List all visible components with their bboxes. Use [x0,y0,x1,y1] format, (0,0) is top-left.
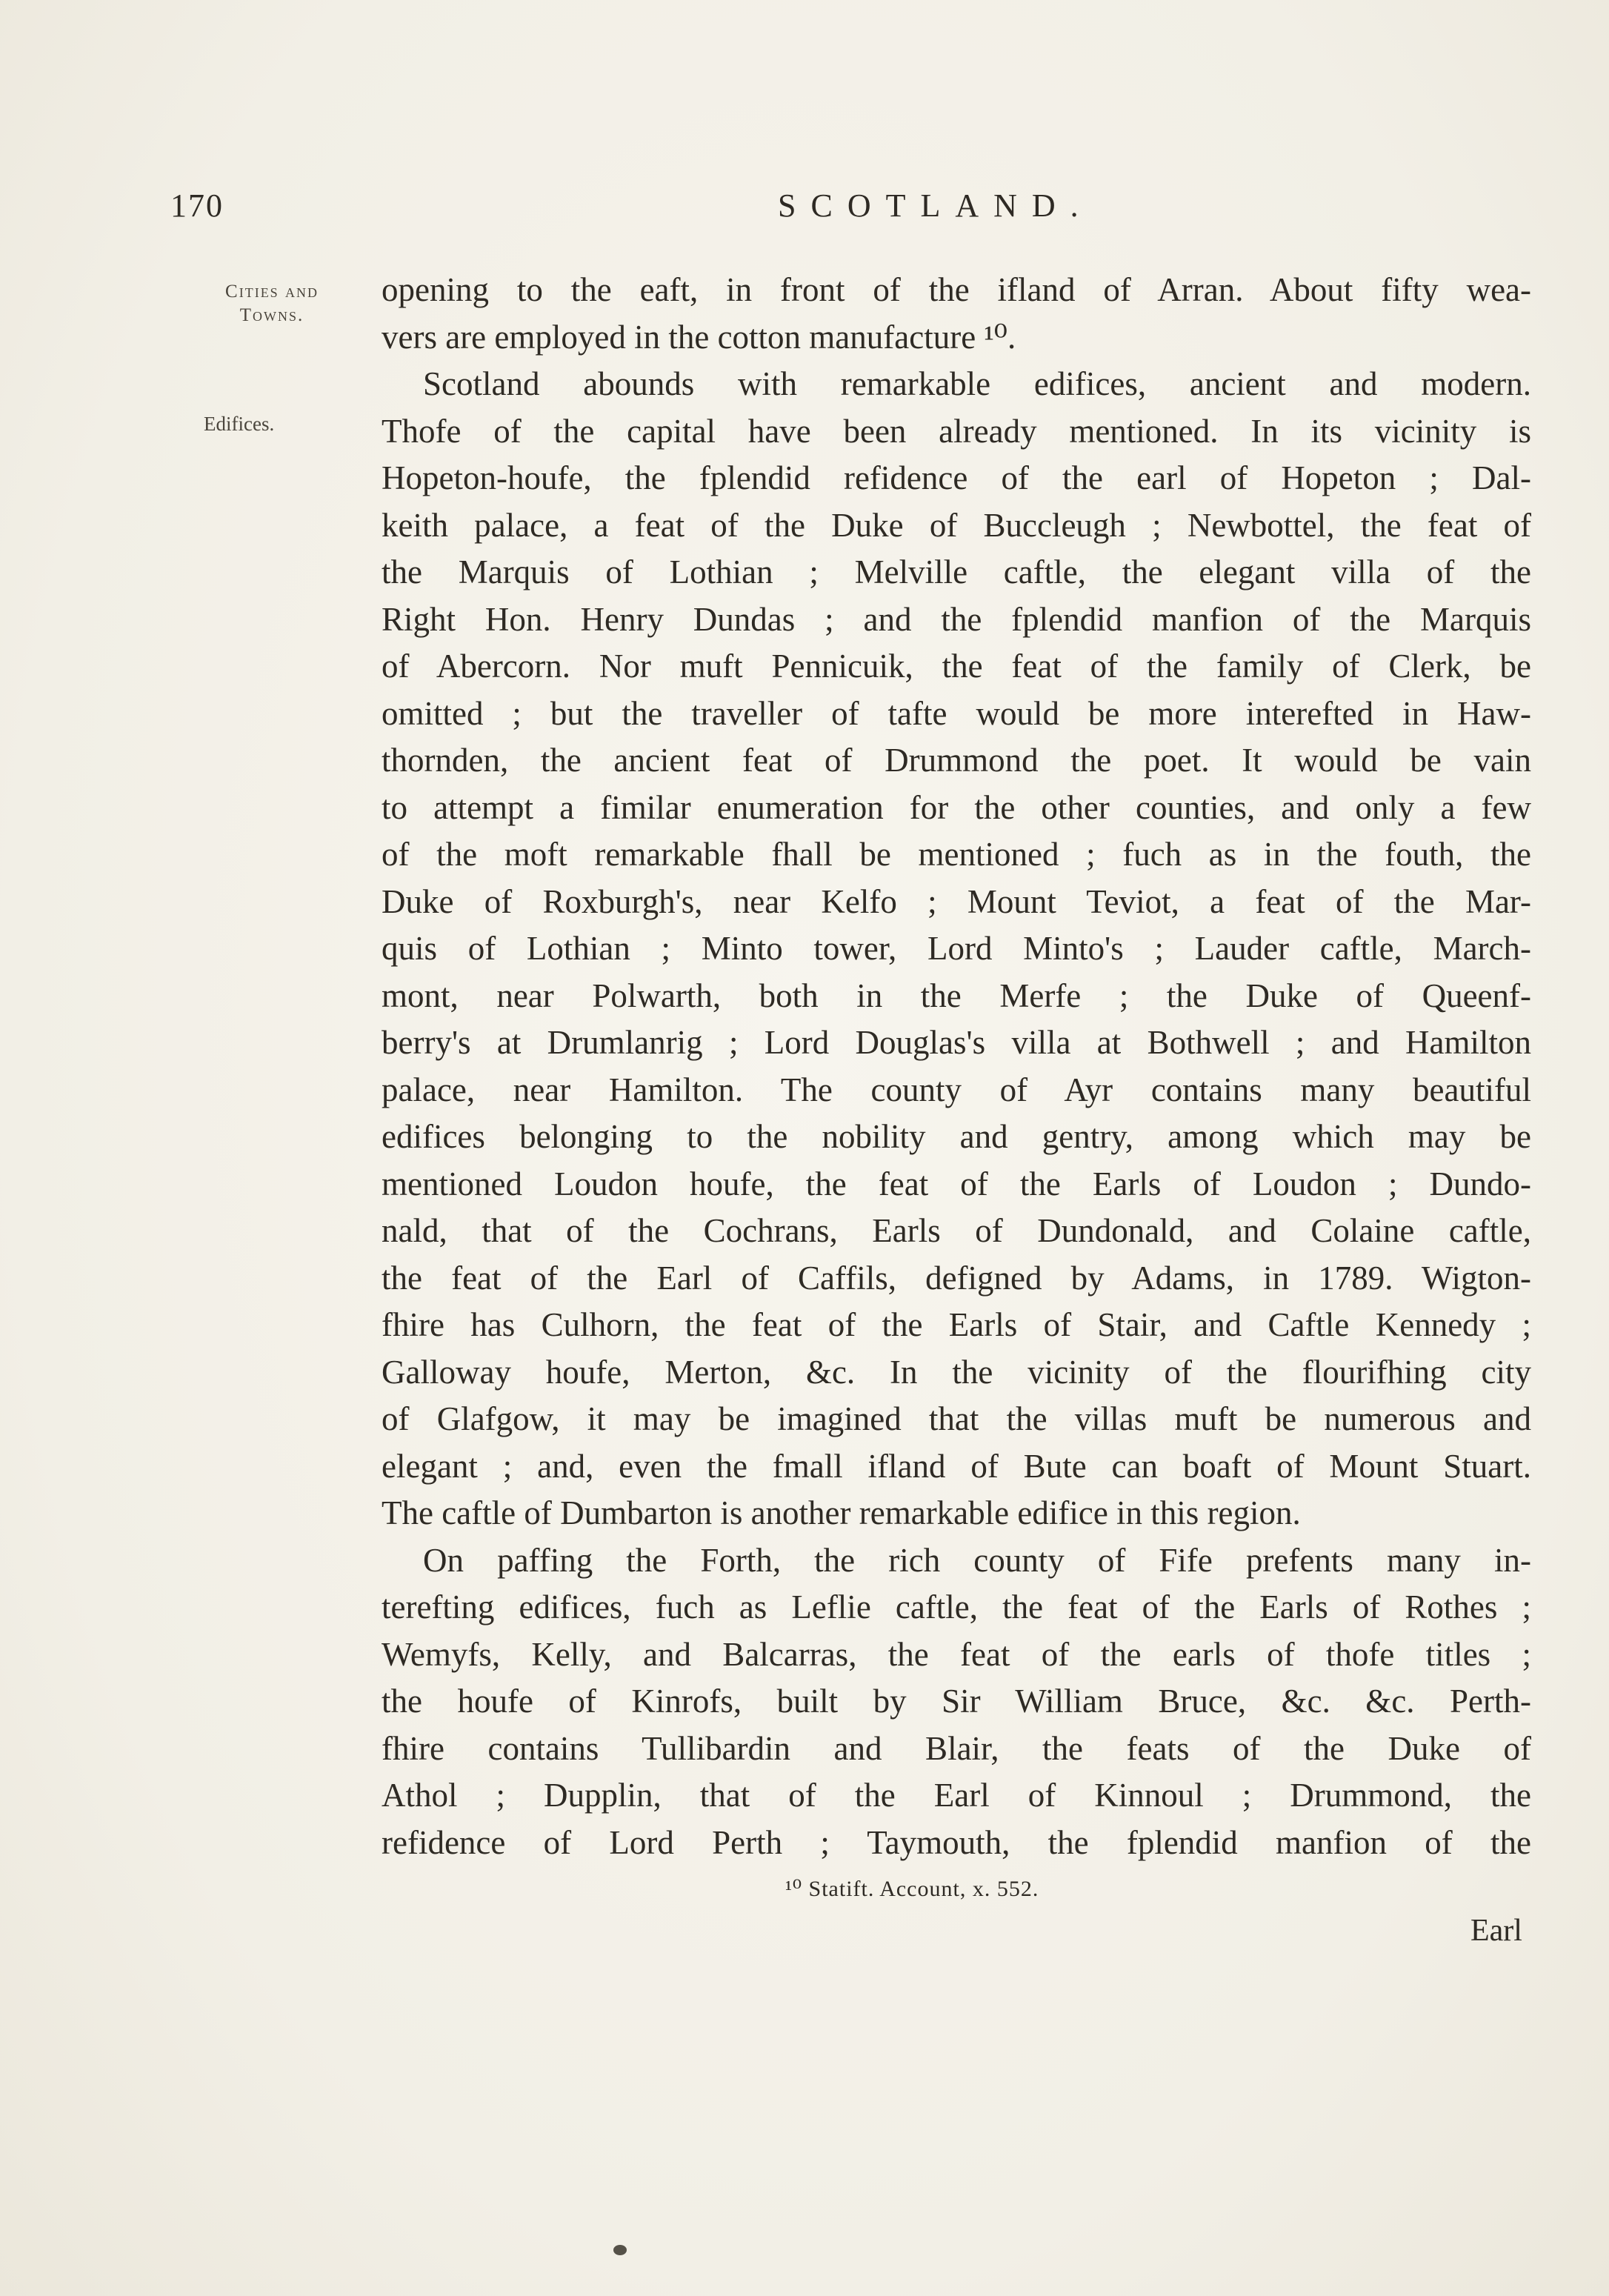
text-line: Athol ; Dupplin, that of the Earl of Kinnoul ; Drummond, the [382,1777,1531,1814]
text-line: quis of Lothian ; Minto tower, Lord Minto's ; Lauder caftle, March- [382,930,1531,967]
running-title: SCOTLAND. [778,187,1093,224]
text-line: fhire contains Tullibardin and Blair, the feats of the Duke of [382,1729,1531,1767]
running-head [170,187,1548,231]
text-line: the Marquis of Lothian ; Melville caftle, the elegant villa of the [382,553,1531,590]
body-text [382,267,1531,1866]
text-line: Hopeton-houfe, the fplendid refidence of the earl of Hopeton ; Dal- [382,459,1531,496]
text-line: On paffing the Forth, the rich county of Fife prefents many in- [423,1541,1531,1579]
text-line: berry's at Drumlanrig ; Lord Douglas's villa at Bothwell ; and Hamilton [382,1024,1531,1061]
margin-note-cities-and-towns: Cities and Towns. [225,282,319,325]
text-line: Duke of Roxburgh's, near Kelfo ; Mount Teviot, a feat of the Mar- [382,882,1531,920]
text-line: elegant ; and, even the fmall ifland of Bute can boaft of Mount Stuart. [382,1447,1531,1485]
ink-blot [613,2245,627,2255]
page-number: 170 [170,187,224,224]
text-line: The caftle of Dumbarton is another remarkable edifice in this region. [382,1494,1301,1531]
text-line: of Abercorn. Nor muft Pennicuik, the feat of the family of Clerk, be [382,648,1531,685]
text-line: refidence of Lord Perth ; Taymouth, the fplendid manfion of the [382,1823,1531,1861]
footnote: ¹⁰ Statift. Account, x. 552. [785,1877,1039,1901]
text-line: Thofe of the capital have been already mentioned. In its vicinity is [382,412,1531,450]
text-line: Wemyfs, Kelly, and Balcarras, the feat of the earls of thofe titles ; [382,1635,1531,1673]
text-line: omitted ; but the traveller of tafte would be more interefted in Haw- [382,694,1531,732]
text-line: to attempt a fimilar enumeration for the other counties, and only a few [382,788,1531,826]
text-line: mont, near Polwarth, both in the Merfe ; the Duke of Queenf- [382,976,1531,1014]
text-line: palace, near Hamilton. The county of Ayr contains many beautiful [382,1071,1531,1108]
text-line: mentioned Loudon houfe, the feat of the Earls of Loudon ; Dundo- [382,1165,1531,1202]
text-line: edifices belonging to the nobility and gentry, among which may be [382,1118,1531,1155]
text-line: fhire has Culhorn, the feat of the Earls of Stair, and Caftle Kennedy ; [382,1306,1531,1343]
text-line: vers are employed in the cotton manufacture ¹⁰. [382,318,1016,356]
text-line: thornden, the ancient feat of Drummond the poet. It would be vain [382,742,1531,779]
text-line: of Glafgow, it may be imagined that the villas muft be numerous and [382,1400,1531,1437]
margin-note-edifices: Edifices. [204,413,275,435]
text-line: Scotland abounds with remarkable edifices, ancient and modern. [423,365,1531,402]
text-line: Right Hon. Henry Dundas ; and the fplendid manfion of the Marquis [382,600,1531,638]
text-line: the houfe of Kinrofs, built by Sir William Bruce, &c. &c. Perth- [382,1683,1531,1720]
text-line: Galloway houfe, Merton, &c. In the vicinity of the flourifhing city [382,1353,1531,1391]
text-line: keith palace, a feat of the Duke of Buccleugh ; Newbottel, the feat of [382,506,1531,544]
text-line: nald, that of the Cochrans, Earls of Dundonald, and Colaine caftle, [382,1212,1531,1249]
text-line: of the moft remarkable fhall be mentioned ; fuch as in the fouth, the [382,836,1531,873]
catchword: Earl [1470,1914,1522,1948]
text-line: opening to the eaft, in front of the ifland of Arran. About fifty wea- [382,271,1531,308]
text-line: the feat of the Earl of Caffils, defigned by Adams, in 1789. Wigton- [382,1259,1531,1297]
text-line: terefting edifices, fuch as Leflie caftle, the feat of the Earls of Rothes ; [382,1588,1531,1625]
